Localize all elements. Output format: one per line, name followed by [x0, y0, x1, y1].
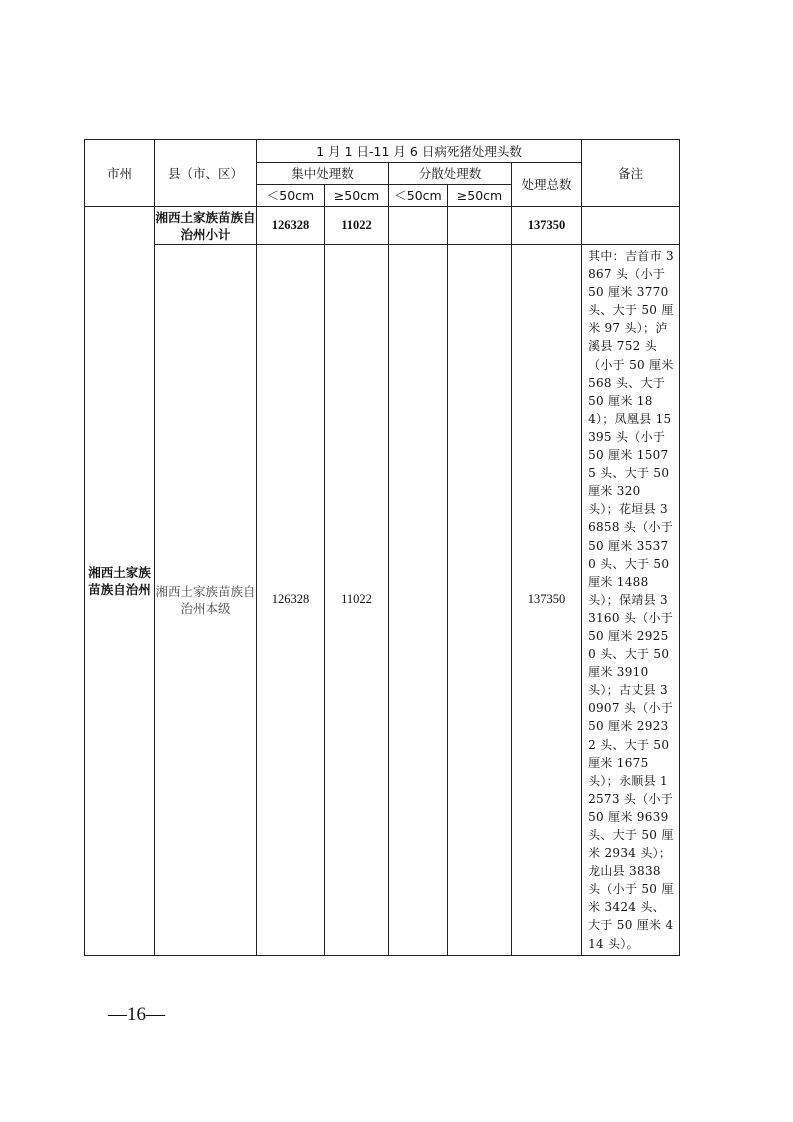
detail-dispersed-ge50: [448, 245, 512, 956]
detail-total: 137350: [512, 245, 582, 956]
header-dispersed-lt50: ＜50cm: [389, 185, 448, 207]
subtotal-dispersed-ge50: [448, 207, 512, 245]
header-city: 市州: [85, 140, 155, 207]
city-name: 湘西土家族苗族自治州: [85, 207, 155, 956]
subtotal-row: [85, 207, 680, 245]
detail-county: 湘西土家族苗族自治州本级: [155, 245, 257, 956]
data-table: [84, 139, 680, 956]
detail-central-ge50: 11022: [325, 245, 389, 956]
subtotal-total: 137350: [512, 207, 582, 245]
subtotal-central-ge50: 11022: [325, 207, 389, 245]
subtotal-remark: [582, 207, 680, 245]
header-dispersed: 分散处理数: [389, 163, 512, 185]
subtotal-central-lt50: 126328: [257, 207, 325, 245]
header-county: 县（市、区）: [155, 140, 257, 207]
header-dispersed-ge50: ≥50cm: [448, 185, 512, 207]
header-remark: 备注: [582, 140, 680, 207]
detail-dispersed-lt50: [389, 245, 448, 956]
header-central-ge50: ≥50cm: [325, 185, 389, 207]
header-central-lt50: ＜50cm: [257, 185, 325, 207]
header-centralized: 集中处理数: [257, 163, 389, 185]
header-total: 处理总数: [512, 163, 582, 207]
detail-central-lt50: 126328: [257, 245, 325, 956]
page-number: —16—: [108, 1004, 165, 1025]
header-period: 1 月 1 日-11 月 6 日病死猪处理头数: [257, 140, 582, 163]
detail-row: [85, 245, 680, 956]
subtotal-dispersed-lt50: [389, 207, 448, 245]
subtotal-county: 湘西土家族苗族自治州小计: [155, 207, 257, 245]
header-row-1: [85, 140, 680, 163]
detail-remark: 其中：吉首市 3867 头（小于 50 厘米 3770 头、大于 50 厘米 97 头）；泸溪县 752 头（小于 50 厘米 568 头、大于 50 厘米 184）；凤凰县 15395 头（小于 50 厘米 15075 头、大于 50 厘米 320 头）；花垣县 36858 头（小于 50 厘米 35370 头、大于 50 厘米 1488 头）；保靖县 33160 头（小于 50 厘米 29250 头、大于 50 厘米 3910 头）；古丈县 30907 头（小于 50 厘米 29232 头、大于 50 厘米 1675 头）；永顺县 12573 头（小于 50 厘米 9639 头、大于 50 厘米 2934 头）；龙山县 3838 头（小于 50 厘米 3424 头、大于 50 厘米 414 头）。: [582, 245, 680, 956]
